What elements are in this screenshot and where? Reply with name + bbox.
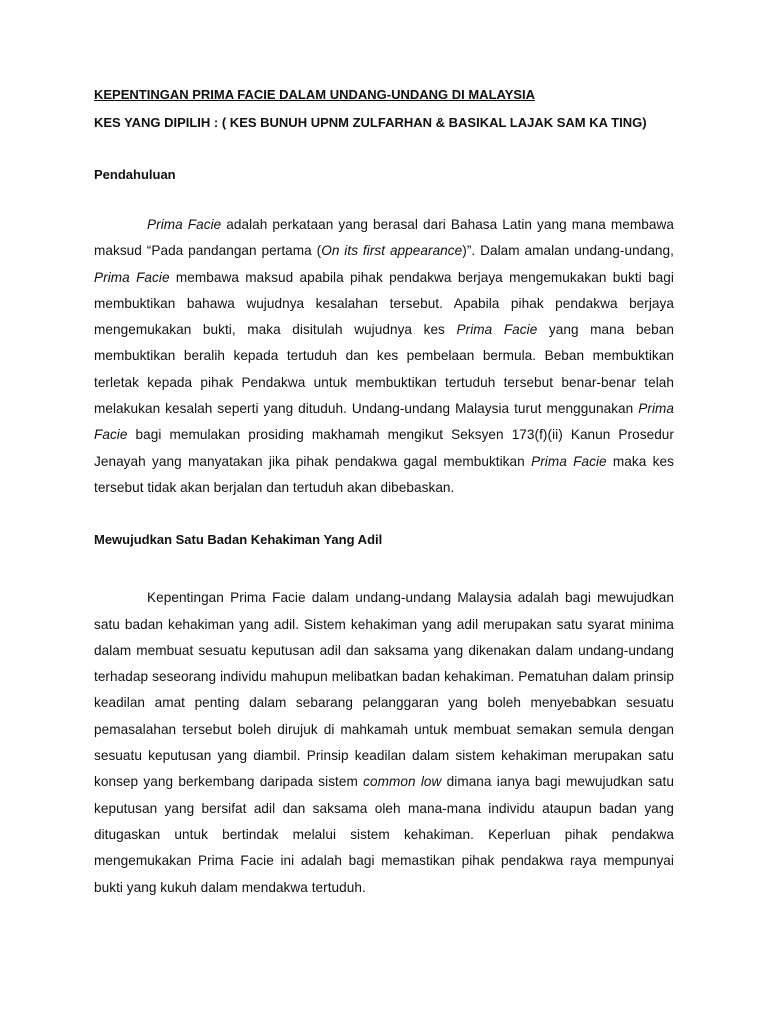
italic-term: On its first appearance bbox=[321, 243, 463, 259]
text-run: Kepentingan Prima Facie dalam undang-undang Malaysia adalah bagi mewujudkan satu badan kehakiman yang adil. Sistem kehakiman yang adil merupakan satu syarat minima dalam membuat sesuatu keputusan adil dan saksama yang dikenakan dalam undang-undang terhadap seseorang individu mahupun melibatkan badan kehakiman. Pematuhan dalam prinsip keadilan amat penting dalam sebarang pelanggaran yang boleh menyebabkan sesuatu pemasalahan tersebut boleh dirujuk di mahkamah untuk membuat semakan semula dengan sesuatu keputusan yang diambil. Prinsip keadilan dalam sistem kehakiman merupakan satu konsep yang berkembang daripada sistem bbox=[94, 590, 674, 790]
text-run: bagi memulakan prosiding makhamah mengikut Seksyen 173(f)(ii) Kanun Prosedur Jenayah yang manyatakan jika pihak pendakwa gagal membuktikan bbox=[94, 427, 674, 469]
text-run: maka kes tersebut tidak akan berjalan dan tertuduh akan dibebaskan. bbox=[94, 453, 674, 495]
italic-term: Prima Facie bbox=[531, 453, 607, 469]
selected-cases-line: KES YANG DIPILIH : ( KES BUNUH UPNM ZULFARHAN & BASIKAL LAJAK SAM KA TING) bbox=[94, 115, 647, 130]
section-heading-introduction: Pendahuluan bbox=[94, 167, 176, 182]
fair-judiciary-paragraph bbox=[94, 585, 674, 901]
section-heading-fair-judiciary: Mewujudkan Satu Badan Kehakiman Yang Adil bbox=[94, 532, 383, 548]
text-run: )”. Dalam amalan undang-undang, bbox=[462, 243, 674, 259]
introduction-paragraph bbox=[94, 212, 674, 501]
italic-term: Prima Facie bbox=[147, 217, 222, 232]
italic-term: Prima Facie bbox=[94, 401, 674, 443]
text-run: dimana ianya bagi mewujudkan satu keputusan yang bersifat adil dan saksama oleh mana-mana individu ataupun badan yang ditugaskan untuk bertindak melalui sistem kehakiman. Keperluan pihak pendakwa mengemukakan Prima Facie ini adalah bagi memastikan pihak pendakwa raya mempunyai bukti yang kukuh dalam mendakwa tertuduh. bbox=[94, 774, 674, 895]
italic-term: Prima Facie bbox=[94, 269, 170, 285]
italic-term: common low bbox=[363, 774, 442, 790]
document-title: KEPENTINGAN PRIMA FACIE DALAM UNDANG-UNDANG DI MALAYSIA bbox=[94, 87, 536, 102]
text-run: adalah perkataan yang berasal dari Bahasa Latin yang mana membawa maksud “Pada pandangan pertama ( bbox=[94, 217, 674, 259]
italic-term: Prima Facie bbox=[456, 322, 538, 338]
text-run: yang mana beban membuktikan beralih kepada tertuduh dan kes pembelaan bermula. Beban membuktikan terletak kepada pihak Pendakwa untuk membuktikan tertuduh tersebut benar-benar telah melakukan kesalah seperti yang dituduh. Undang-undang Malaysia turut menggunakan bbox=[94, 322, 674, 417]
text-run: membawa maksud apabila pihak pendakwa berjaya mengemukakan bukti bagi membuktikan bahawa wujudnya kesalahan tersebut. Apabila pihak pendakwa berjaya mengemukakan bukti, maka disitulah wujudnya kes bbox=[94, 269, 674, 338]
